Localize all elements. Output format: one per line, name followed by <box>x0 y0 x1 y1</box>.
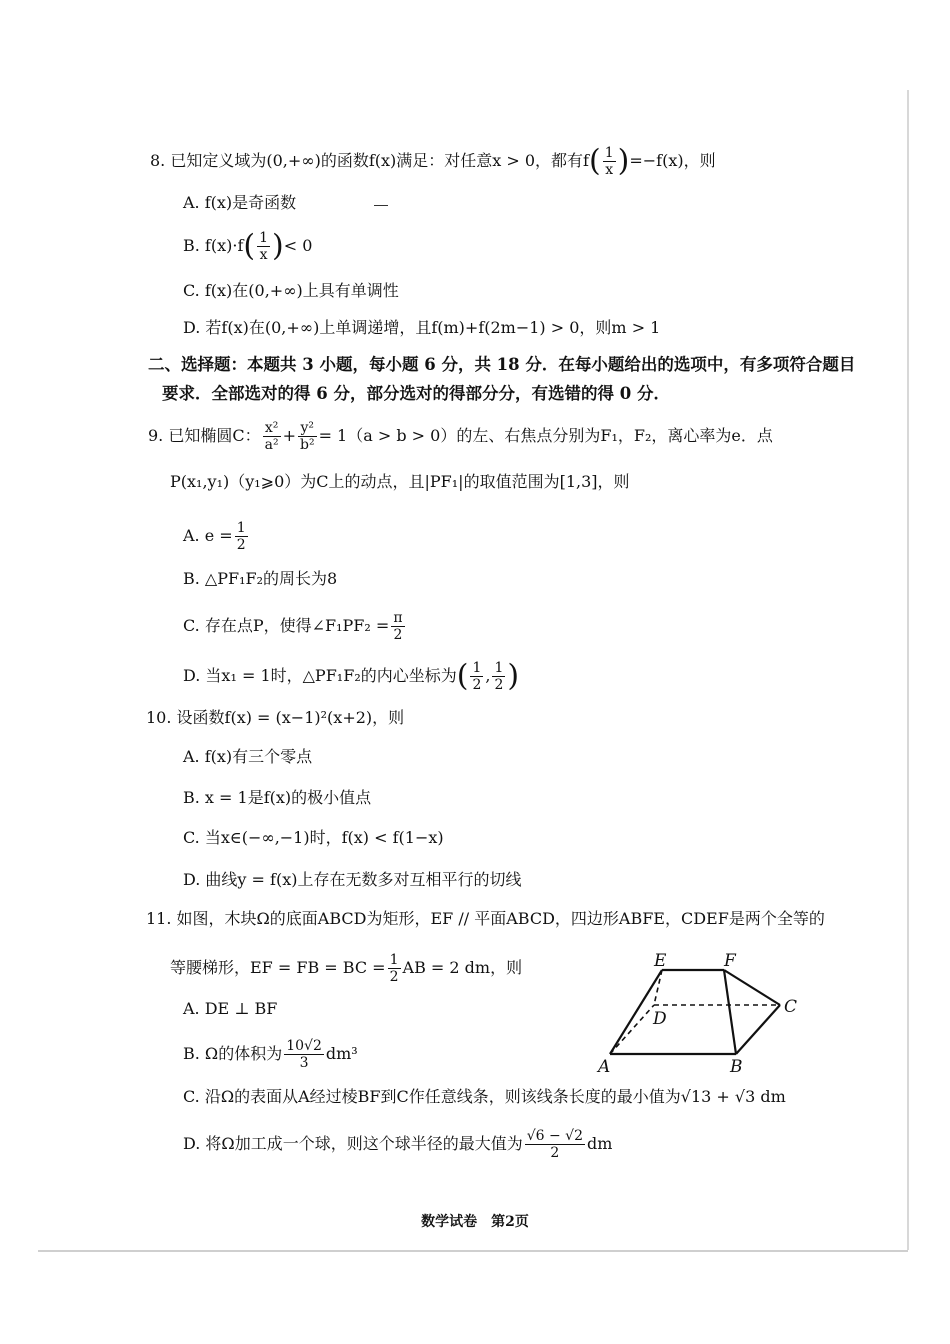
q9-option-d <box>183 660 519 693</box>
paren-right: ) <box>617 143 630 179</box>
q11-b-post: dm³ <box>325 1044 358 1063</box>
stray-mark <box>374 205 388 206</box>
q9-d-frac1 <box>470 660 483 693</box>
q8-option-d: D. 若f(x)在(0,+∞)上单调递增，且f(m)+f(2m−1) > 0，则m > 1 <box>183 318 661 337</box>
q11-b-den: 3 <box>299 1055 309 1071</box>
q11-stem2-den: 2 <box>389 969 399 985</box>
q9-option-c <box>183 610 407 643</box>
q11-option-a: A. DE ⊥ BF <box>183 999 278 1018</box>
q9-f2-num: y² <box>298 420 317 437</box>
q8-stem <box>150 145 716 178</box>
q11-b-pre: B. Ω的体积为 <box>183 1044 283 1063</box>
q9-frac-y <box>298 420 317 453</box>
q8-b-den: x <box>259 247 268 263</box>
q9-c-fraction <box>391 610 404 643</box>
q8-b-num: 1 <box>259 230 269 246</box>
q9-a-fraction <box>235 520 248 553</box>
q9-f1-num: x² <box>263 420 281 437</box>
q10-option-d: D. 曲线y = f(x)上存在无数多对互相平行的切线 <box>183 870 522 889</box>
q11-d-fraction <box>525 1128 585 1161</box>
q9-a-pre: A. e = <box>183 526 233 545</box>
q9-option-a <box>183 520 250 553</box>
section2-line2: 要求．全部选对的得 6 分，部分选对的得部分分，有选错的得 0 分． <box>162 384 670 403</box>
q8-b-pre: B. f(x)·f <box>183 236 244 255</box>
q11-option-d <box>183 1128 612 1161</box>
q11-stem2-pre: 等腰梯形，EF = FB = BC = <box>170 958 386 977</box>
q9-d-d1: 2 <box>472 677 482 693</box>
q11-stem1: 11. 如图，木块Ω的底面ABCD为矩形，EF // 平面ABCD，四边形ABFE，CDEF是两个全等的 <box>146 909 825 928</box>
edge-ad <box>610 1005 654 1054</box>
q9-frac-x <box>263 420 281 453</box>
label-d: D <box>653 1009 667 1029</box>
q9-stem-c: P(x₁,y₁)（y₁⩾0）为C上的动点，且|PF₁|的取值范围为[1,3]，则 <box>170 472 630 491</box>
page-edge-right <box>907 90 909 1250</box>
q11-d-post: dm <box>587 1134 613 1153</box>
q11-option-b <box>183 1038 358 1071</box>
label-c: C <box>784 997 798 1017</box>
paren-left: ( <box>456 658 469 694</box>
q8-frac-num: 1 <box>604 145 614 161</box>
paren-right: ) <box>272 228 284 264</box>
q11-b-fraction <box>284 1038 324 1071</box>
paren-left: ( <box>588 143 601 179</box>
q8-b-post: < 0 <box>283 236 313 255</box>
q10-option-c: C. 当x∈(−∞,−1)时，f(x) < f(1−x) <box>183 828 444 847</box>
q9-stem <box>148 420 773 453</box>
q10-option-b: B. x = 1是f(x)的极小值点 <box>183 788 372 807</box>
q8-option-c: C. f(x)在(0,+∞)上具有单调性 <box>183 281 399 300</box>
q8-stem-text: 8. 已知定义域为(0,+∞)的函数f(x)满足：对任意x > 0，都有f <box>150 151 589 170</box>
q9-d-pre: D. 当x₁ = 1时，△PF₁F₂的内心坐标为 <box>183 666 457 685</box>
q8-frac-den: x <box>605 162 614 178</box>
label-f: F <box>724 951 736 971</box>
q9-c-pre: C. 存在点P，使得∠F₁PF₂ = <box>183 616 390 635</box>
q11-d-num: √6 − √2 <box>526 1128 583 1144</box>
q9-d-n1: 1 <box>472 660 482 676</box>
page-footer: 数学试卷 第2页 <box>421 1214 529 1230</box>
label-e: E <box>654 951 667 971</box>
label-b: B <box>730 1057 743 1077</box>
q9-f1-den: a² <box>264 437 279 453</box>
q9-c-den: 2 <box>393 627 403 643</box>
q9-f2-den: b² <box>299 437 315 453</box>
q9-d-n2: 1 <box>494 660 504 676</box>
q11-figure-svg <box>596 950 816 1078</box>
q11-d-den: 2 <box>550 1145 560 1161</box>
q11-option-c: C. 沿Ω的表面从A经过棱BF到C作任意线条，则该线条长度的最小值为√13 + √3 dm <box>183 1087 786 1106</box>
q9-d-frac2 <box>492 660 505 693</box>
edge-bc <box>736 1005 780 1054</box>
q10-stem: 10. 设函数f(x) = (x−1)²(x+2)，则 <box>146 708 405 727</box>
section2-line1: 二、选择题：本题共 3 小题，每小题 6 分，共 18 分．在每小题给出的选项中，有多项符合题目 <box>148 355 856 374</box>
q9-option-b: B. △PF₁F₂的周长为8 <box>183 569 338 588</box>
q8-option-a: A. f(x)是奇函数 <box>183 193 297 212</box>
q9-a-num: 1 <box>236 520 246 536</box>
page-edge-bottom <box>38 1250 908 1252</box>
paren-right: ) <box>507 658 520 694</box>
q11-solid-figure <box>596 950 816 1078</box>
q10-option-a: A. f(x)有三个零点 <box>183 747 313 766</box>
q8-fraction <box>603 145 616 178</box>
q11-stem2-fraction <box>388 952 401 985</box>
edge-fc <box>724 970 780 1005</box>
q9-a-den: 2 <box>236 537 246 553</box>
paren-left: ( <box>243 228 256 264</box>
q8-b-fraction <box>257 230 270 263</box>
q9-d-comma: , <box>485 666 491 685</box>
q9-stem-a: 9. 已知椭圆C： <box>148 426 261 445</box>
q11-b-num: 10√2 <box>286 1038 322 1054</box>
q8-option-b <box>183 230 312 263</box>
q11-d-pre: D. 将Ω加工成一个球，则这个球半径的最大值为 <box>183 1134 523 1153</box>
q11-stem2-post: AB = 2 dm，则 <box>402 958 523 977</box>
q9-c-num: π <box>393 610 403 626</box>
q9-d-d2: 2 <box>494 677 504 693</box>
q11-stem2 <box>170 952 522 985</box>
label-a: A <box>598 1057 611 1077</box>
q11-stem2-num: 1 <box>389 952 399 968</box>
q8-stem-end: =−f(x)，则 <box>629 151 716 170</box>
q9-stem-b: = 1（a > b > 0）的左、右焦点分别为F₁，F₂，离心率为e．点 <box>318 426 773 445</box>
edge-fb <box>724 970 736 1054</box>
q9-plus: + <box>282 426 296 445</box>
